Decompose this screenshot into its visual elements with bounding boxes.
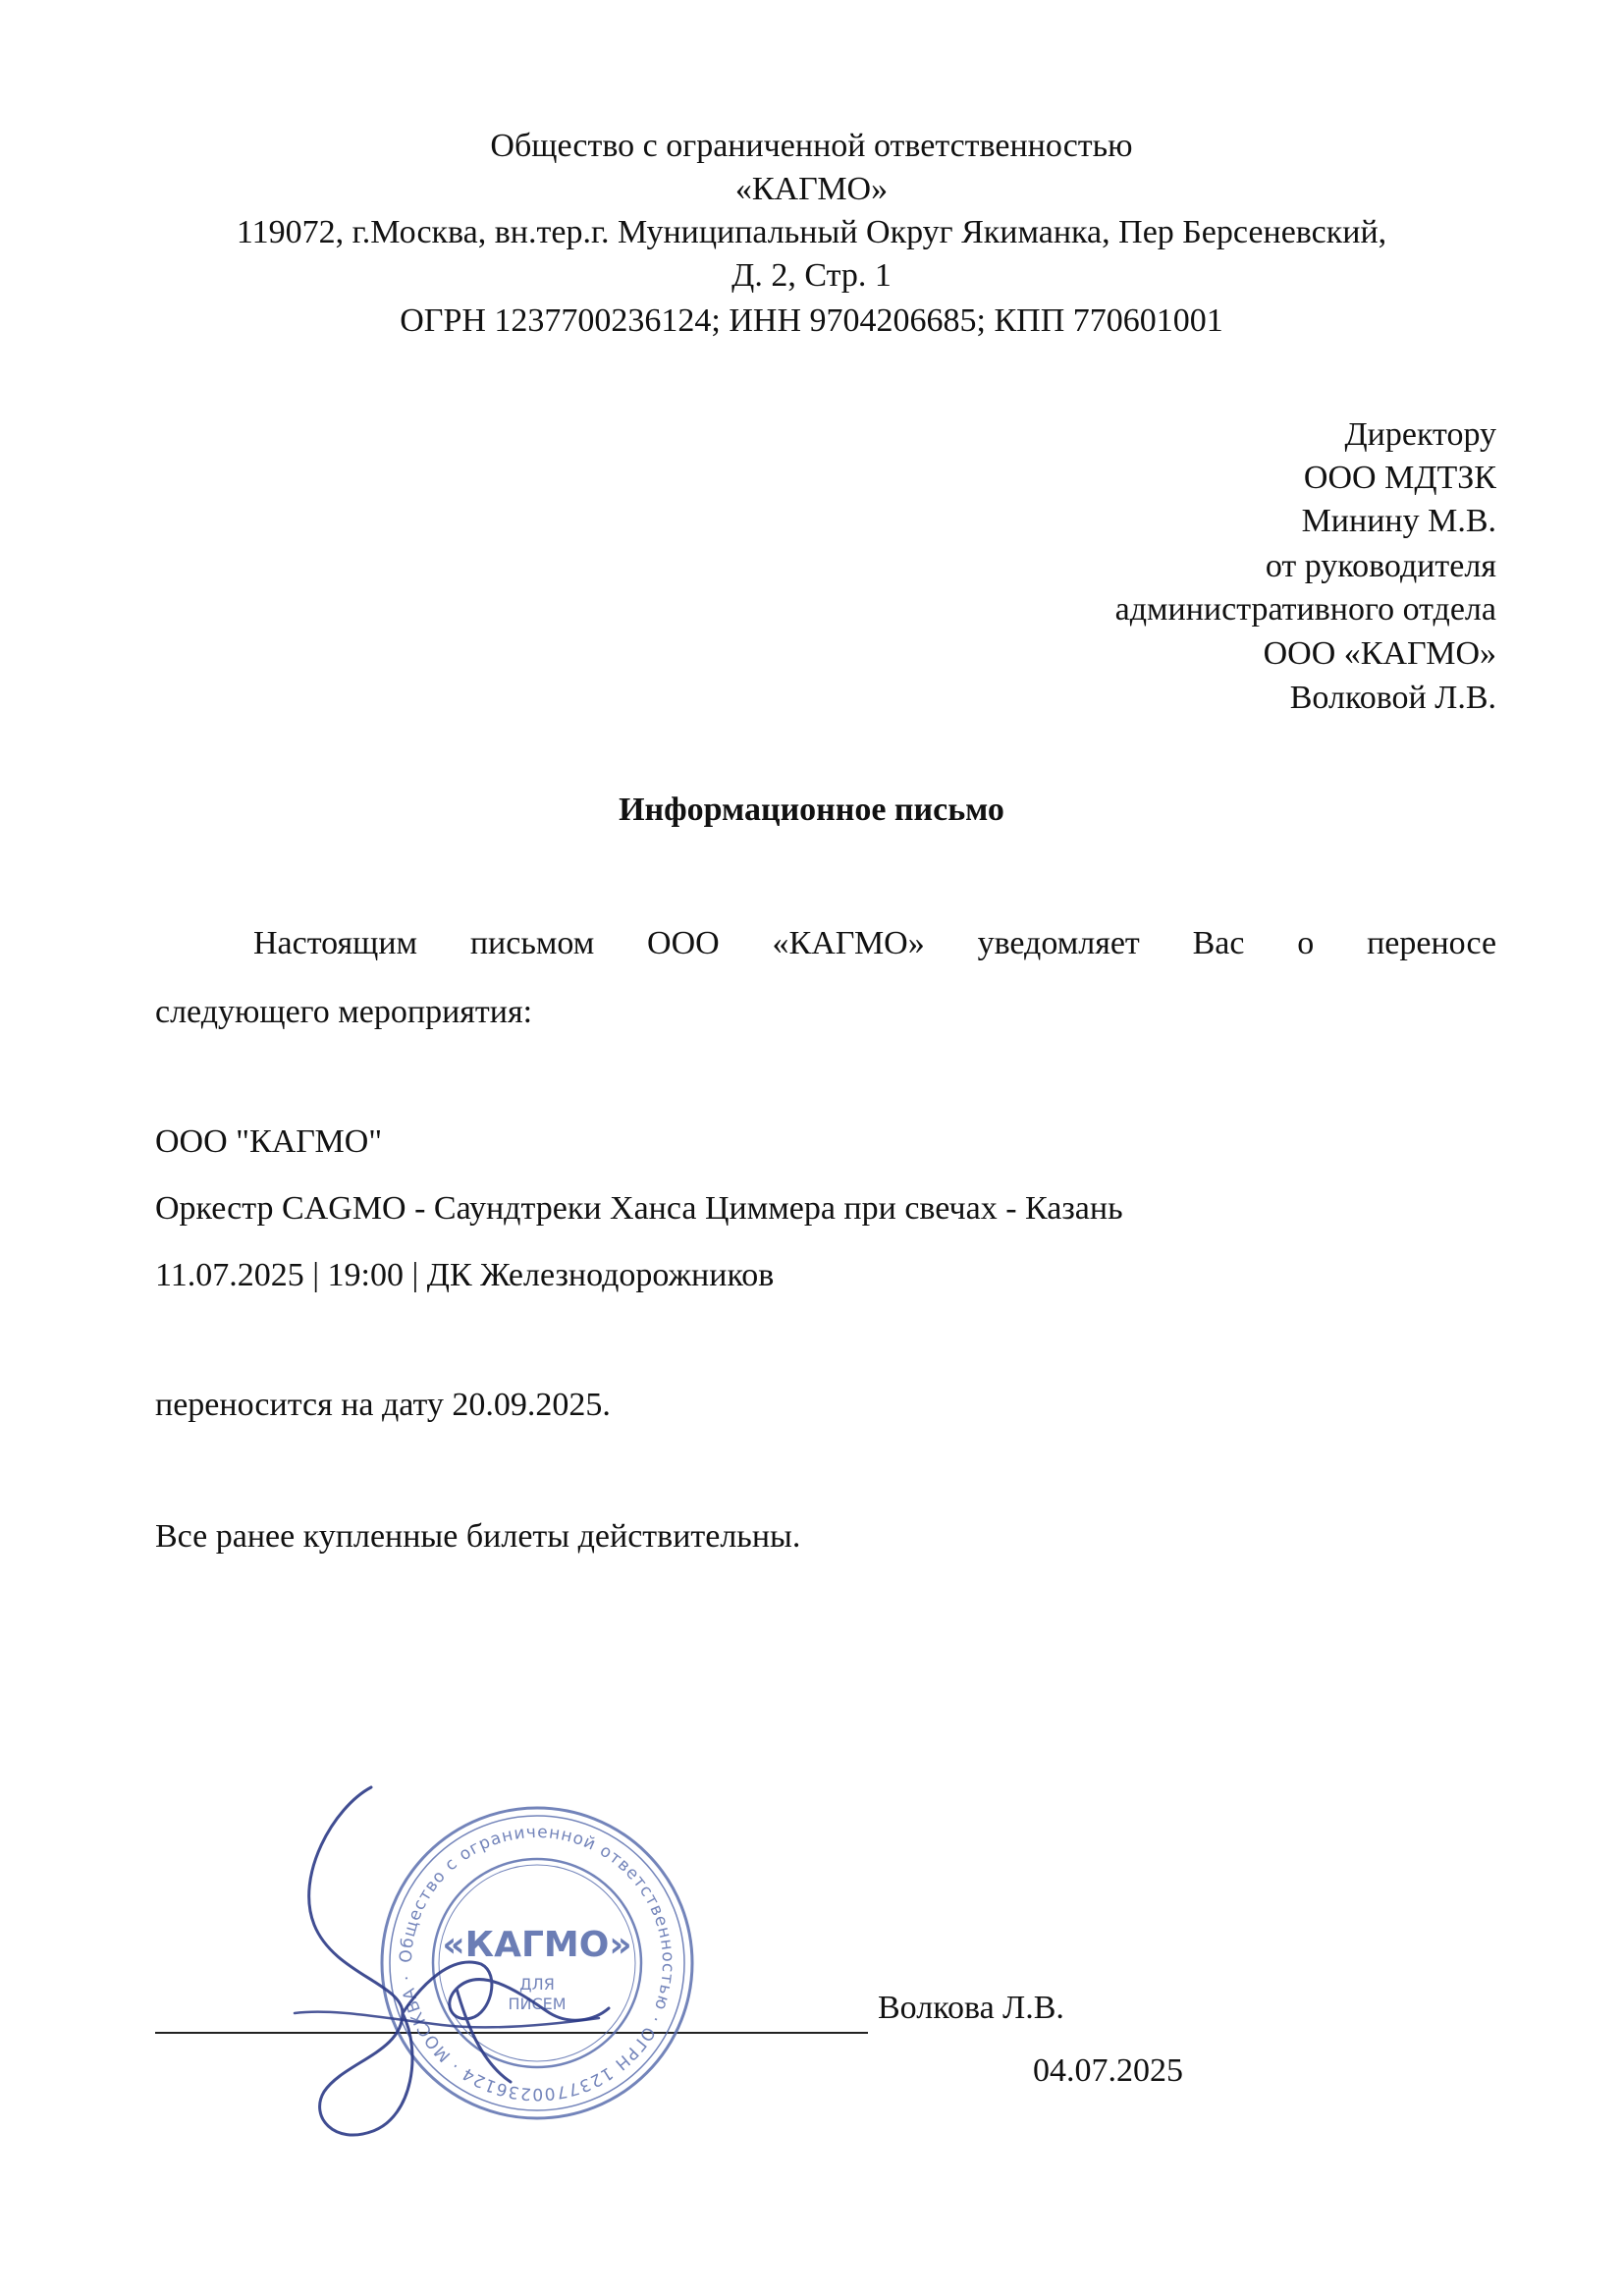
intro-word: Настоящим	[253, 925, 418, 961]
letter-title: Информационное письмо	[619, 792, 1004, 828]
seal-inner-line-2: ПИСЕМ	[508, 1995, 567, 2013]
addressee-line-4: от руководителя	[1265, 548, 1496, 584]
intro-word: письмом	[469, 925, 595, 961]
tickets-note: Все ранее купленные билеты действительны.	[155, 1518, 801, 1555]
handwritten-signature	[255, 1768, 668, 2160]
event-organizer: ООО "КАГМО"	[155, 1123, 383, 1160]
intro-word: «КАГМО»	[772, 925, 925, 961]
addressee-line-5: административного отдела	[1114, 591, 1496, 628]
intro-first-line	[155, 923, 1496, 964]
seal-inner-line-1: ДЛЯ	[519, 1975, 555, 1994]
intro-word: ООО	[647, 925, 720, 961]
event-details: 11.07.2025 | 19:00 | ДК Железнодорожников	[155, 1257, 775, 1293]
addressee-line-2: ООО МДТЗК	[1303, 460, 1496, 496]
intro-second-line: следующего мероприятия:	[155, 994, 533, 1030]
signatory-name: Волкова Л.В.	[878, 1990, 1064, 2026]
addressee-line-6: ООО «КАГМО»	[1263, 635, 1496, 672]
intro-word: Вас	[1192, 925, 1245, 961]
intro-word: переносе	[1367, 925, 1497, 961]
company-address-building: Д. 2, Стр. 1	[731, 257, 892, 294]
reschedule-notice: переносится на дату 20.09.2025.	[155, 1387, 611, 1423]
addressee-line-3: Минину М.В.	[1301, 503, 1496, 539]
company-full-name: Общество с ограниченной ответственностью	[490, 128, 1133, 164]
seal-center-text: «КАГМО»	[442, 1925, 632, 1965]
company-registration-numbers: ОГРН 1237700236124; ИНН 9704206685; КПП 770601001	[400, 302, 1223, 339]
addressee-line-1: Директору	[1344, 416, 1496, 453]
company-short-name: «КАГМО»	[734, 171, 889, 207]
intro-word: о	[1297, 925, 1315, 961]
addressee-line-7: Волковой Л.В.	[1289, 680, 1496, 716]
intro-word: уведомляет	[977, 925, 1140, 961]
event-name: Оркестр CAGMO - Саундтреки Ханса Циммера при свечах - Казань	[155, 1190, 1123, 1227]
company-address: 119072, г.Москва, вн.тер.г. Муниципальный Округ Якиманка, Пер Берсеневский,	[236, 214, 1387, 250]
letter-date: 04.07.2025	[1033, 2052, 1183, 2089]
seal-outer-text: Общество с ограниченной ответственностью · ОГРН 1237700236124 · МОСКВА ·	[396, 1822, 678, 2105]
